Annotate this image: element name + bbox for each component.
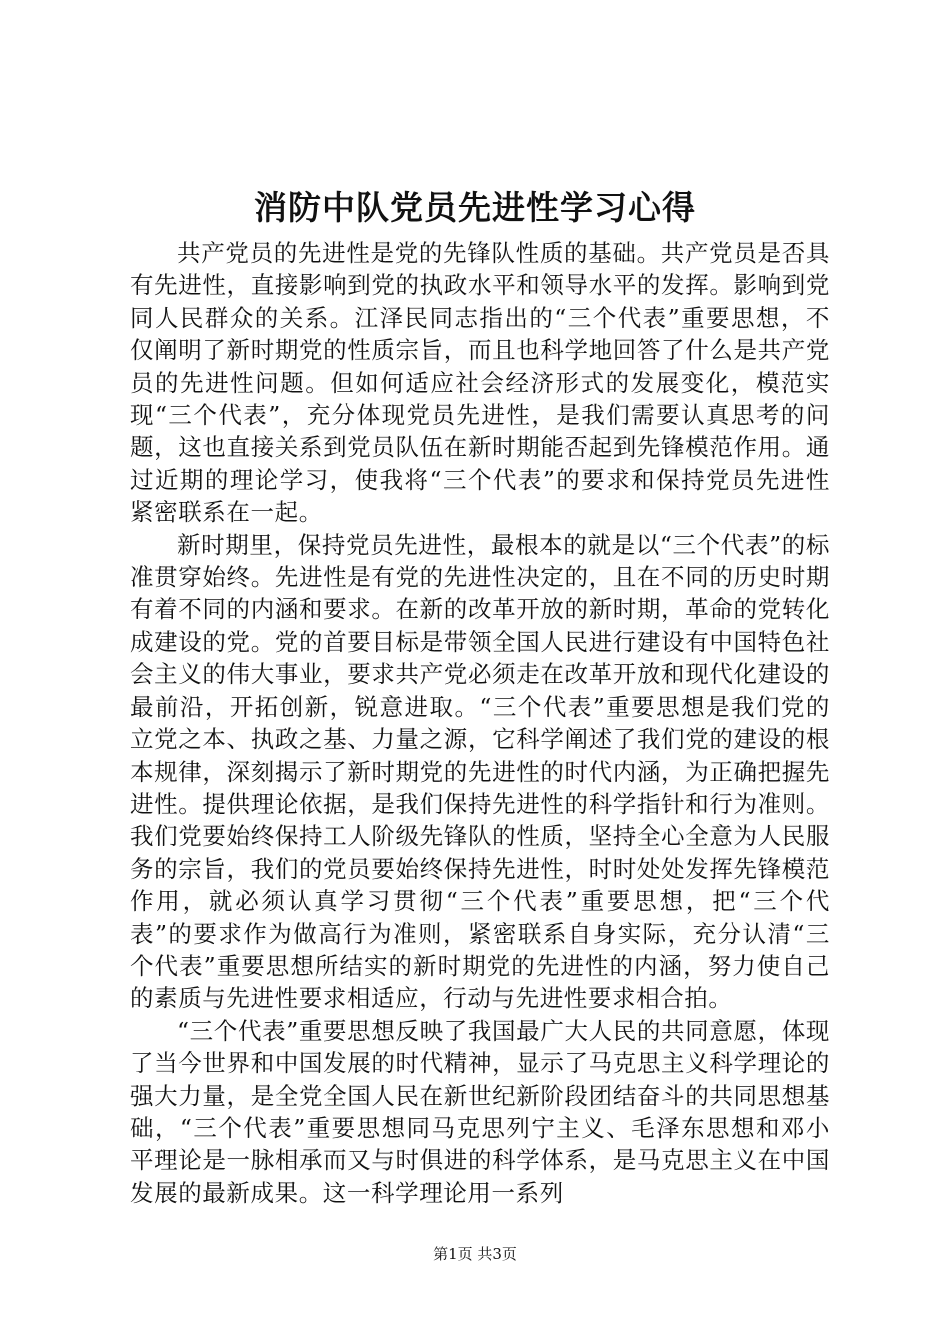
document-title: 消防中队党员先进性学习心得 (254, 188, 696, 227)
paragraph-1: 共产党员的先进性是党的先锋队性质的基础。共产党员是否具有先进性，直接影响到党的执政水平和领导水平的发挥。影响到党同人民群众的关系。江泽民同志指出的“三个代表”重要思想，不仅阐明了新时期党的性质宗旨，而且也科学地回答了什么是共产党员的先进性问题。但如何适应社会经济形式的发展变化，模范实现“三个代表”，充分体现党员先进性，是我们需要认真思考的问题，这也直接关系到党员队伍在新时期能否起到先锋模范作用。通过近期的理论学习，使我将“三个代表”的要求和保持党员先进性紧密联系在一起。 (130, 239, 830, 527)
page-footer: 第1页 共3页 (433, 1245, 517, 1263)
document-body (130, 237, 830, 1209)
paragraph-3: “三个代表”重要思想反映了我国最广大人民的共同意愿，体现了当今世界和中国发展的时代精神，显示了马克思主义科学理论的强大力量，是全党全国人民在新世纪新阶段团结奋斗的共同思想基础，“三个代表”重要思想同马克思列宁主义、毛泽东思想和邓小平理论是一脉相承而又与时俱进的科学体系，是马克思主义在中国发展的最新成果。这一科学理论用一系列 (130, 1016, 830, 1207)
paragraph-2: 新时期里，保持党员先进性，最根本的就是以“三个代表”的标准贯穿始终。先进性是有党的先进性决定的，且在不同的历史时期有着不同的内涵和要求。在新的改革开放的新时期，革命的党转化成建设的党。党的首要目标是带领全国人民进行建设有中国特色社会主义的伟大事业，要求共产党必须走在改革开放和现代化建设的最前沿，开拓创新，锐意进取。“三个代表”重要思想是我们党的立党之本、执政之基、力量之源，它科学阐述了我们党的建设的根本规律，深刻揭示了新时期党的先进性的时代内涵，为正确把握先进性。提供理论依据，是我们保持先进性的科学指针和行为准则。我们党要始终保持工人阶级先锋队的性质，坚持全心全意为人民服务的宗旨，我们的党员要始终保持先进性，时时处处发挥先锋模范作用，就必须认真学习贯彻“三个代表”重要思想，把“三个代表”的要求作为做高行为准则，紧密联系自身实际，充分认清“三个代表”重要思想所结实的新时期党的先进性的内涵，努力使自己的素质与先进性要求相适应，行动与先进性要求相合拍。 (130, 530, 830, 1013)
